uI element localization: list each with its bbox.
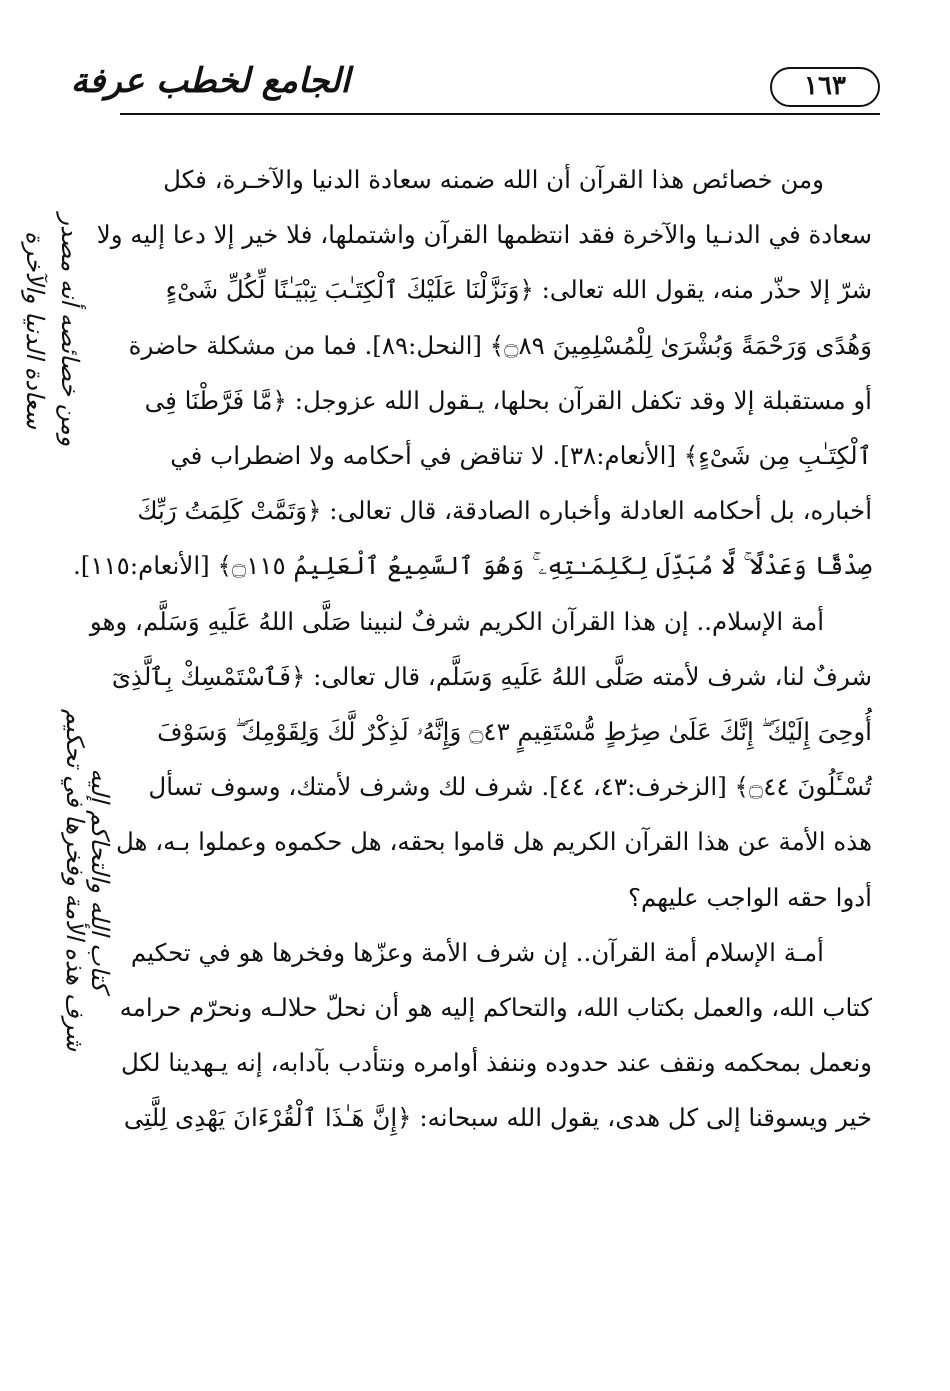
paragraph-1: [72, 152, 872, 594]
text-line: شرفٌ لنا، شرف لأمته صَلَّى اللهُ عَلَيهِ وَسَلَّم، قال تعالى: ﴿فَٱسْتَمْسِكْ بِٱلَّذِىٓ: [111, 661, 872, 691]
margin-note-2a: شرف هذه الأمة وفخرها في تحكيم: [61, 708, 89, 1052]
text-line: ونعمل بمحكمه ونقف عند حدوده وننفذ أوامره ونتأدب بآدابه، إنه يـهدينا لكل: [120, 1048, 872, 1078]
text-line: ٱلْكِتَـٰبِ مِن شَىْءٍ﴾ [الأنعام:٣٨]. لا تناقض في أحكامه ولا اضطراب في: [170, 441, 872, 471]
text-line: أمة الإسلام.. إن هذا القرآن الكريم شرفٌ لنبينا صَلَّى اللهُ عَلَيهِ وَسَلَّم، وهو: [89, 606, 824, 636]
paragraph-3: [120, 925, 872, 1146]
text-line: أخباره، بل أحكامه العادلة وأخباره الصادقة، قال تعالى: ﴿وَتَمَّتْ كَلِمَتُ رَبِّكَ: [137, 496, 872, 526]
text-line: أدوا حقه الواجب عليهم؟: [627, 882, 872, 912]
text-line: صِدْقًا وَعَدْلًا ۚ لَّا مُبَدِّلَ لِكَلِمَـٰتِهِۦ ۚ وَهُوَ ٱلسَّمِيعُ ٱلْعَلِيمُ ۝١١٥﴾ [الأنعام:١١٥].: [72, 551, 872, 581]
page-number: ١٦٣: [770, 67, 880, 107]
running-title: الجامع لخطب عرفة: [70, 61, 350, 101]
page-header: [70, 55, 880, 125]
text-line: أو مستقبلة إلا وقد تكفل القرآن بحلها، يـقول الله عزوجل: ﴿مَّا فَرَّطْنَا فِى: [144, 385, 872, 415]
margin-note-1a: ومن خصائصه أنه مصدر: [56, 213, 84, 447]
text-line: تُسْـَٔلُونَ ۝٤٤﴾ [الزخرف:٤٣، ٤٤]. شرف لك وشرف لأمتك، وسوف تسأل: [148, 772, 872, 802]
text-line: سعادة في الدنـيا والآخرة فقد انتظمها القرآن واشتملها، فلا خير إلا دعا إليه ولا: [96, 220, 872, 250]
margin-note-2b: كتاب الله والتحاكم إليه: [86, 768, 114, 992]
text-line: هذه الأمة عن هذا القرآن الكريم هل قاموا بحقه، هل حكموه وعملوا بـه، هل: [116, 827, 872, 857]
text-line: خير ويسوقنا إلى كل هدى، يقول الله سبحانه: ﴿إِنَّ هَـٰذَا ٱلْقُرْءَانَ يَهْدِى لِلَّتِى: [123, 1103, 872, 1133]
text-line: ومن خصائص هذا القرآن أن الله ضمنه سعادة الدنيا والآخـرة، فكل: [163, 165, 824, 194]
header-divider: [120, 113, 880, 115]
margin-note-1b: سعادة الدنيا والآخرة: [21, 231, 49, 429]
text-line: وَهُدًى وَرَحْمَةً وَبُشْرَىٰ لِلْمُسْلِمِينَ ۝٨٩﴾ [النحل:٨٩]. فما من مشكلة حاضرة: [128, 330, 872, 360]
text-line: أمـة الإسلام أمة القرآن.. إن شرف الأمة وعزّها وفخرها هو في تحكيم: [130, 937, 824, 967]
text-line: كتاب الله، والعمل بكتاب الله، والتحاكم إليه هو أن نحلّ حلالـه ونحرّم حرامه: [119, 993, 872, 1023]
text-line: شرّ إلا حذّر منه، يقول الله تعالى: ﴿وَنَزَّلْنَا عَلَيْكَ ٱلْكِتَـٰبَ تِبْيَـٰنًا لِّكُلِّ شَىْءٍ: [165, 275, 872, 305]
text-line: أُوحِىَ إِلَيْكَ ۖ إِنَّكَ عَلَىٰ صِرَٰطٍ مُّسْتَقِيمٍ ۝٤٣ وَإِنَّهُۥ لَذِكْرٌ لَّكَ وَلِقَوْمِكَ ۖ وَسَوْفَ: [157, 717, 872, 747]
